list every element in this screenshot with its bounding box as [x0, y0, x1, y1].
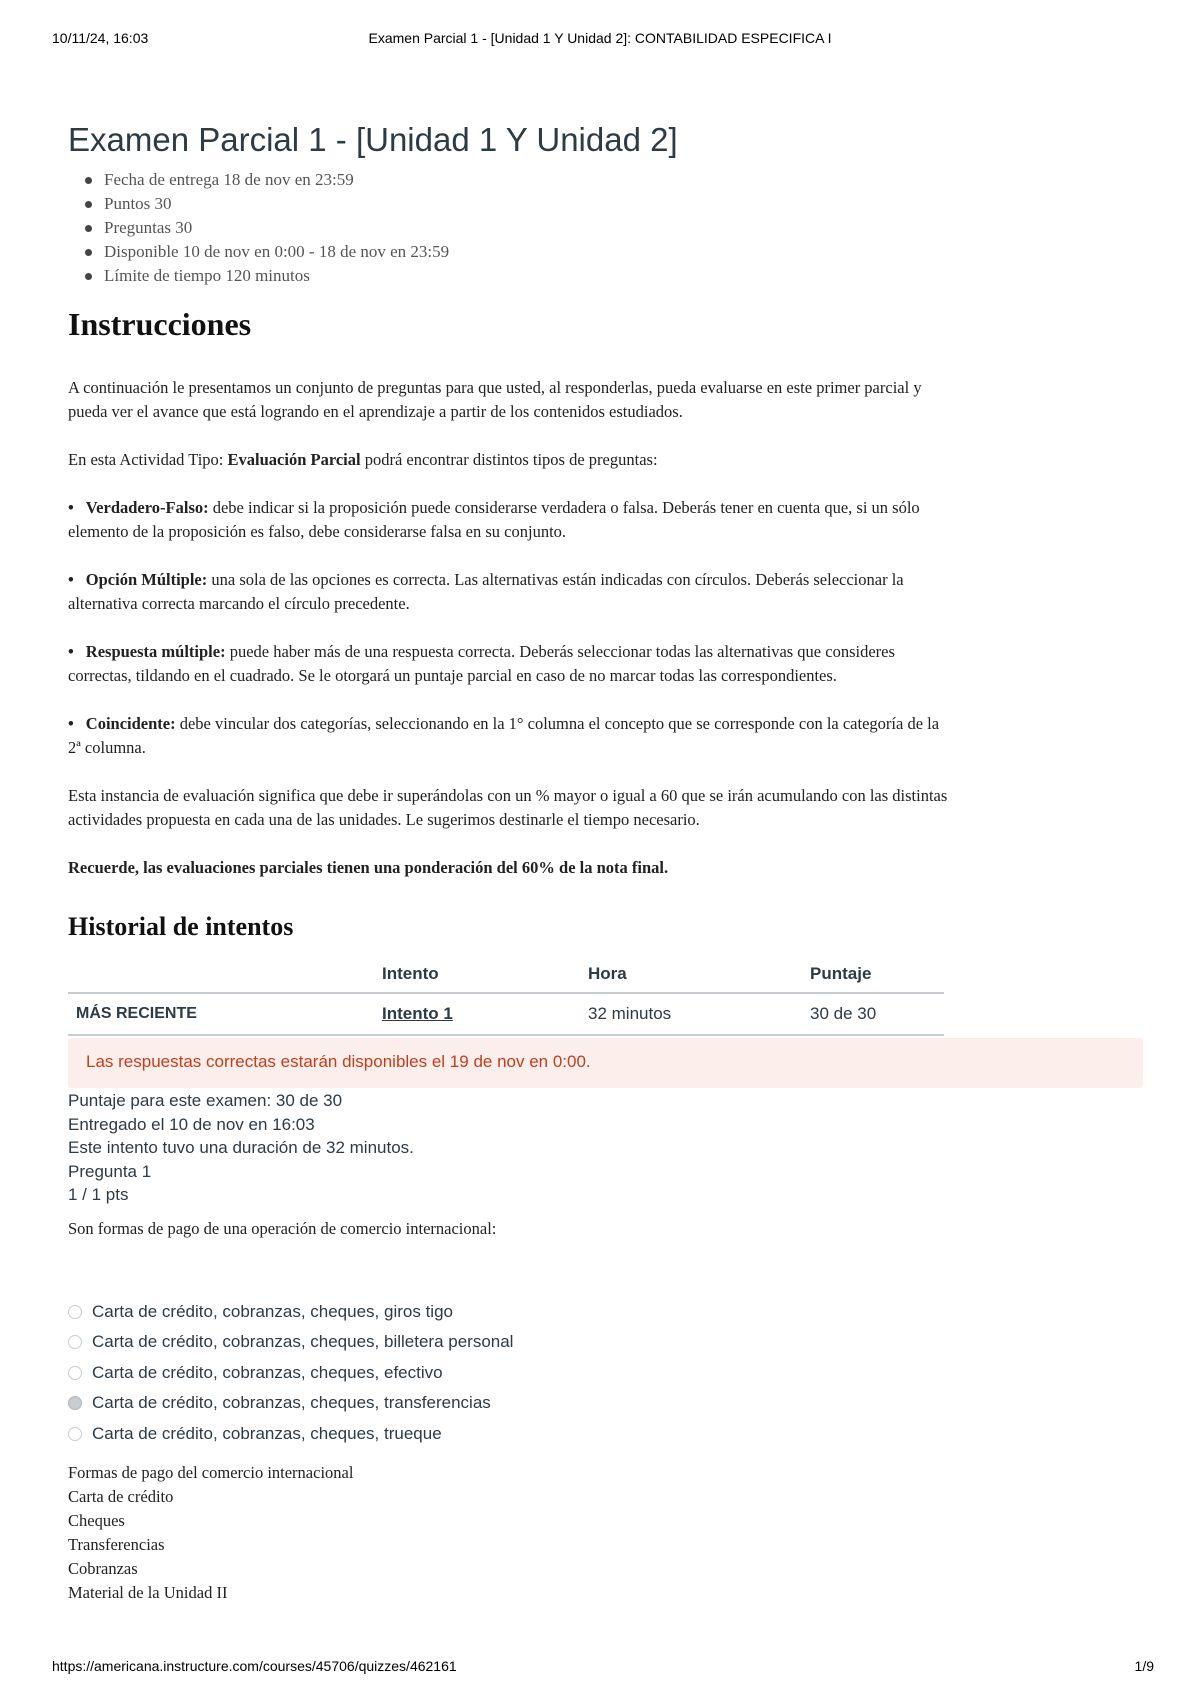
answer-option[interactable]	[68, 1297, 1143, 1328]
comment-line: Cheques	[68, 1511, 125, 1530]
answers-availability-alert: Las respuestas correctas estarán disponibles el 19 de nov en 0:00.	[68, 1038, 1143, 1088]
activity-suffix: podrá encontrar distintos tipos de preguntas:	[360, 450, 658, 469]
detail-due-date: Fecha de entrega 18 de nov en 23:59	[104, 168, 1143, 192]
type-multiple-choice	[68, 568, 948, 616]
table-row	[68, 993, 944, 1035]
type-name: Opción Múltiple:	[85, 570, 208, 589]
attempt-duration: Este intento tuvo una duración de 32 minutos.	[68, 1138, 414, 1157]
attempt-link[interactable]: Intento 1	[382, 1004, 453, 1023]
answer-option[interactable]	[68, 1419, 1143, 1450]
reminder	[68, 856, 948, 880]
exam-score: Puntaje para este examen: 30 de 30	[68, 1091, 343, 1110]
detail-time-limit: Límite de tiempo 120 minutos	[104, 264, 1143, 288]
radio-button[interactable]	[68, 1427, 82, 1441]
history-header-row	[68, 956, 944, 993]
attempt-time: 32 minutos	[580, 993, 802, 1035]
type-name: Coincidente:	[85, 714, 176, 733]
attempt-score: 30 de 30	[802, 993, 944, 1035]
answer-option[interactable]	[68, 1327, 1143, 1358]
comment-line: Material de la Unidad II	[68, 1583, 228, 1602]
reminder-bold: Recuerde, las evaluaciones parciales tienen una ponderación del 60% de la nota final.	[68, 858, 669, 877]
answer-label: Carta de crédito, cobranzas, cheques, billetera personal	[92, 1332, 514, 1352]
submitted-at: Entregado el 10 de nov en 16:03	[68, 1114, 315, 1134]
history-header-score: Puntaje	[802, 956, 944, 993]
activity-prefix: En esta Actividad Tipo:	[68, 450, 228, 469]
instructions-body	[68, 376, 948, 880]
question-text: Son formas de pago de una operación de comercio internacional:	[68, 1218, 497, 1238]
quiz-details-list	[68, 168, 1143, 288]
print-page-title: Examen Parcial 1 - [Unidad 1 Y Unidad 2]: CONTABILIDAD ESPECIFICA I	[368, 30, 832, 46]
answer-label: Carta de crédito, cobranzas, cheques, efectivo	[92, 1362, 443, 1382]
detail-available: Disponible 10 de nov en 0:00 - 18 de nov en 23:59	[104, 240, 1143, 264]
submission-summary	[68, 1089, 1143, 1207]
answer-comments	[68, 1461, 1143, 1605]
type-multiple-answer	[68, 640, 948, 688]
page-number: 1/9	[1134, 1658, 1154, 1674]
history-header-time: Hora	[580, 956, 802, 993]
instructions-heading: Instrucciones	[68, 306, 252, 342]
question-name: Pregunta 1	[68, 1161, 152, 1181]
detail-questions: Preguntas 30	[104, 216, 1143, 240]
answer-option[interactable]	[68, 1388, 1143, 1419]
answer-label: Carta de crédito, cobranzas, cheques, trueque	[92, 1423, 442, 1443]
type-true-false	[68, 496, 948, 544]
detail-points: Puntos 30	[104, 192, 1143, 216]
comment-line: Carta de crédito	[68, 1487, 174, 1506]
radio-button[interactable]	[68, 1366, 82, 1380]
answer-label: Carta de crédito, cobranzas, cheques, giros tigo	[92, 1301, 453, 1321]
quiz-title: Examen Parcial 1 - [Unidad 1 Y Unidad 2]	[68, 121, 678, 158]
attempt-history-table	[68, 956, 944, 1036]
print-datetime: 10/11/24, 16:03	[52, 30, 149, 46]
type-name: Respuesta múltiple:	[85, 642, 226, 661]
quiz-content	[68, 120, 1143, 1605]
evaluation-note: Esta instancia de evaluación significa que debe ir superándolas con un % mayor o igual a 60 que se irán acumulando con las distintas actividades propuesta en cada una de las unidades. Le sugerimos destinarle el tiempo necesario.	[68, 786, 948, 829]
type-text: debe indicar si la proposición puede considerarse verdadera o falsa. Deberás tener en cuenta que, si un sólo elemento de la proposición es falso, debe considerarse falsa en su conjunto.	[68, 498, 920, 541]
bullet-icon: •	[68, 714, 74, 733]
history-title: Historial de intentos	[68, 912, 294, 941]
most-recent-label: MÁS RECIENTE	[68, 993, 374, 1035]
radio-button[interactable]	[68, 1396, 82, 1410]
type-text: debe vincular dos categorías, seleccionando en la 1° columna el concepto que se corresponde con la categoría de la 2ª columna.	[68, 714, 940, 757]
attempt-cell	[374, 993, 580, 1035]
activity-type-line	[68, 448, 948, 472]
comment-line: Transferencias	[68, 1535, 165, 1554]
instructions-intro: A continuación le presentamos un conjunto de preguntas para que usted, al responderlas, pueda evaluarse en este primer parcial y pueda ver el avance que está logrando en el aprendizaje a partir de los contenidos estudiados.	[68, 378, 922, 421]
activity-type-bold: Evaluación Parcial	[227, 450, 361, 469]
print-url: https://americana.instructure.com/courses/45706/quizzes/462161	[52, 1658, 457, 1674]
answer-list	[68, 1297, 1143, 1450]
question-points: 1 / 1 pts	[68, 1185, 129, 1204]
type-text: una sola de las opciones es correcta. Las alternativas están indicadas con círculos. Deberás seleccionar la alternativa correcta marcando el círculo precedente.	[68, 570, 904, 613]
radio-button[interactable]	[68, 1305, 82, 1319]
comment-line: Cobranzas	[68, 1559, 138, 1578]
history-header-blank	[68, 956, 374, 993]
type-name: Verdadero-Falso:	[85, 498, 209, 517]
radio-button[interactable]	[68, 1335, 82, 1349]
comment-line: Formas de pago del comercio internacional	[68, 1463, 354, 1482]
answer-option[interactable]	[68, 1358, 1143, 1389]
answer-label: Carta de crédito, cobranzas, cheques, transferencias	[92, 1393, 491, 1413]
type-matching	[68, 712, 948, 760]
bullet-icon: •	[68, 498, 74, 517]
history-header-attempt: Intento	[374, 956, 580, 993]
bullet-icon: •	[68, 570, 74, 589]
type-text: puede haber más de una respuesta correcta. Deberás seleccionar todas las alternativas que consideres correctas, tildando en el cuadrado. Se le otorgará un puntaje parcial en caso de no marcar todas las correspondientes.	[68, 642, 895, 685]
bullet-icon: •	[68, 642, 74, 661]
